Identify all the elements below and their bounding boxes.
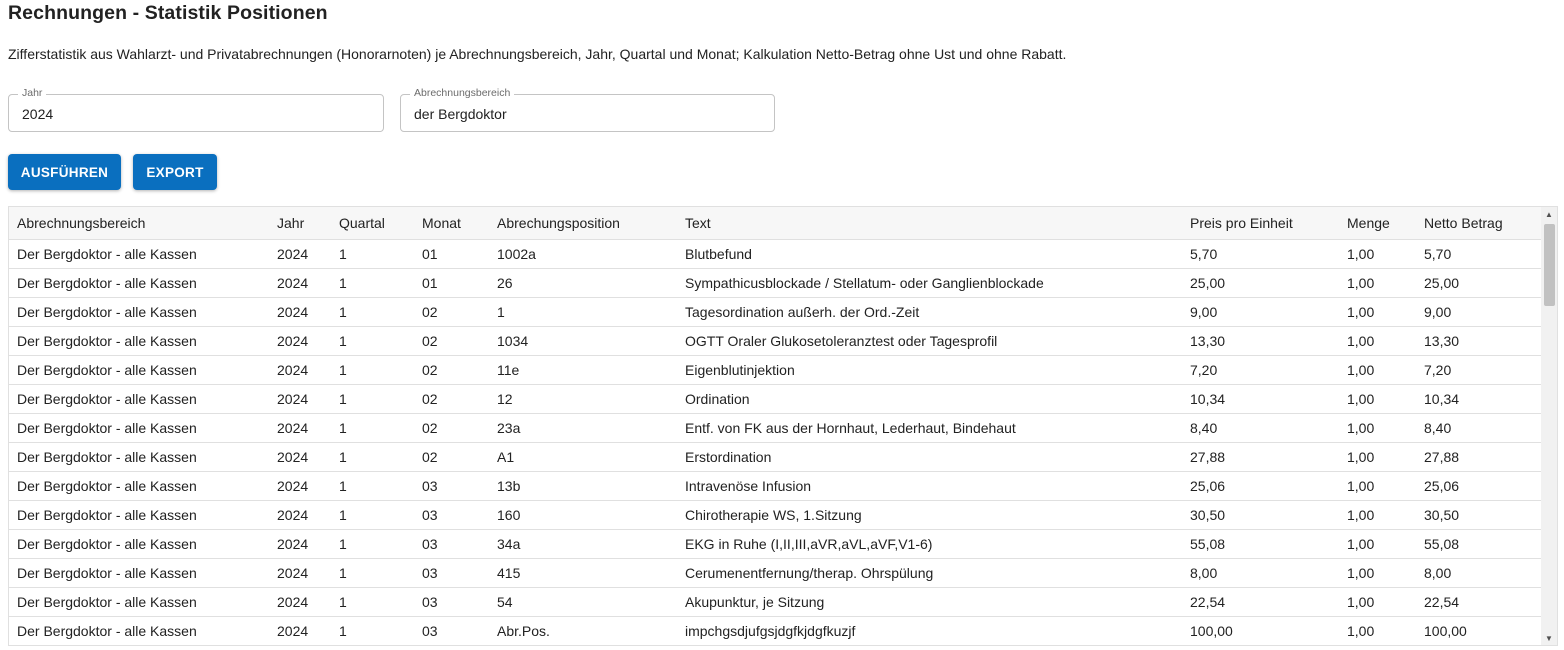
cell-year: 2024 xyxy=(269,472,331,501)
cell-position: 26 xyxy=(489,269,677,298)
cell-unit-price: 25,06 xyxy=(1182,472,1339,501)
cell-quarter: 1 xyxy=(331,588,414,617)
cell-net-amount: 25,06 xyxy=(1416,472,1541,501)
cell-billing-area: Der Bergdoktor - alle Kassen xyxy=(9,443,269,472)
cell-text: Erstordination xyxy=(677,443,1182,472)
cell-net-amount: 100,00 xyxy=(1416,617,1541,646)
cell-billing-area: Der Bergdoktor - alle Kassen xyxy=(9,559,269,588)
cell-quantity: 1,00 xyxy=(1339,472,1416,501)
cell-net-amount: 8,40 xyxy=(1416,414,1541,443)
cell-unit-price: 55,08 xyxy=(1182,530,1339,559)
cell-month: 02 xyxy=(414,385,489,414)
table-row[interactable] xyxy=(9,327,1541,356)
cell-net-amount: 10,34 xyxy=(1416,385,1541,414)
export-button[interactable]: EXPORT xyxy=(133,154,217,190)
cell-quarter: 1 xyxy=(331,356,414,385)
cell-billing-area: Der Bergdoktor - alle Kassen xyxy=(9,530,269,559)
cell-text: Tagesordination außerh. der Ord.-Zeit xyxy=(677,298,1182,327)
cell-text: impchgsdjufgsjdgfkjdgfkuzjf xyxy=(677,617,1182,646)
cell-billing-area: Der Bergdoktor - alle Kassen xyxy=(9,240,269,269)
cell-year: 2024 xyxy=(269,385,331,414)
cell-quantity: 1,00 xyxy=(1339,588,1416,617)
cell-quantity: 1,00 xyxy=(1339,240,1416,269)
year-field[interactable] xyxy=(8,87,384,132)
year-field-label: Jahr xyxy=(18,87,46,99)
table-body xyxy=(9,240,1541,646)
cell-net-amount: 9,00 xyxy=(1416,298,1541,327)
cell-position: 160 xyxy=(489,501,677,530)
cell-position: 54 xyxy=(489,588,677,617)
cell-billing-area: Der Bergdoktor - alle Kassen xyxy=(9,298,269,327)
statistics-table xyxy=(8,206,1558,646)
cell-billing-area: Der Bergdoktor - alle Kassen xyxy=(9,269,269,298)
cell-position: Abr.Pos. xyxy=(489,617,677,646)
cell-billing-area: Der Bergdoktor - alle Kassen xyxy=(9,501,269,530)
page-title: Rechnungen - Statistik Positionen xyxy=(8,2,328,24)
vertical-scrollbar[interactable] xyxy=(1541,207,1557,645)
cell-quarter: 1 xyxy=(331,269,414,298)
cell-billing-area: Der Bergdoktor - alle Kassen xyxy=(9,472,269,501)
table-row[interactable] xyxy=(9,472,1541,501)
cell-billing-area: Der Bergdoktor - alle Kassen xyxy=(9,588,269,617)
cell-position: 11e xyxy=(489,356,677,385)
cell-position: 13b xyxy=(489,472,677,501)
cell-net-amount: 22,54 xyxy=(1416,588,1541,617)
column-header-month[interactable]: Monat xyxy=(414,207,489,240)
cell-quantity: 1,00 xyxy=(1339,501,1416,530)
page-description: Zifferstatistik aus Wahlarzt- und Privatabrechnungen (Honorarnoten) je Abrechnungsbereich, Jahr, Quartal und Monat; Kalkulation Netto-Betrag ohne Ust und ohne Rabatt. xyxy=(8,46,1067,62)
cell-month: 01 xyxy=(414,269,489,298)
cell-month: 03 xyxy=(414,530,489,559)
cell-position: 23a xyxy=(489,414,677,443)
cell-billing-area: Der Bergdoktor - alle Kassen xyxy=(9,385,269,414)
cell-year: 2024 xyxy=(269,356,331,385)
cell-net-amount: 13,30 xyxy=(1416,327,1541,356)
cell-month: 03 xyxy=(414,472,489,501)
cell-text: Eigenblutinjektion xyxy=(677,356,1182,385)
cell-unit-price: 8,00 xyxy=(1182,559,1339,588)
cell-month: 01 xyxy=(414,240,489,269)
scroll-down-arrow-icon[interactable]: ▼ xyxy=(1545,633,1553,643)
cell-billing-area: Der Bergdoktor - alle Kassen xyxy=(9,617,269,646)
cell-text: Intravenöse Infusion xyxy=(677,472,1182,501)
cell-quarter: 1 xyxy=(331,617,414,646)
table-row[interactable] xyxy=(9,298,1541,327)
run-button[interactable]: AUSFÜHREN xyxy=(8,154,121,190)
cell-position: 1 xyxy=(489,298,677,327)
cell-quarter: 1 xyxy=(331,501,414,530)
billing-area-field[interactable] xyxy=(400,87,775,132)
column-header-year[interactable]: Jahr xyxy=(269,207,331,240)
cell-unit-price: 100,00 xyxy=(1182,617,1339,646)
cell-text: Blutbefund xyxy=(677,240,1182,269)
cell-position: 12 xyxy=(489,385,677,414)
table-row[interactable] xyxy=(9,617,1541,646)
cell-year: 2024 xyxy=(269,501,331,530)
cell-text: Cerumenentfernung/therap. Ohrspülung xyxy=(677,559,1182,588)
cell-net-amount: 8,00 xyxy=(1416,559,1541,588)
cell-quarter: 1 xyxy=(331,530,414,559)
cell-year: 2024 xyxy=(269,559,331,588)
cell-net-amount: 55,08 xyxy=(1416,530,1541,559)
cell-text: Chirotherapie WS, 1.Sitzung xyxy=(677,501,1182,530)
cell-quarter: 1 xyxy=(331,385,414,414)
table-row[interactable] xyxy=(9,559,1541,588)
column-header-unit-price[interactable]: Preis pro Einheit xyxy=(1182,207,1339,240)
cell-unit-price: 25,00 xyxy=(1182,269,1339,298)
cell-year: 2024 xyxy=(269,414,331,443)
cell-text: Entf. von FK aus der Hornhaut, Lederhaut, Bindehaut xyxy=(677,414,1182,443)
cell-position: 34a xyxy=(489,530,677,559)
cell-unit-price: 22,54 xyxy=(1182,588,1339,617)
table-row[interactable] xyxy=(9,443,1541,472)
table-row[interactable] xyxy=(9,414,1541,443)
billing-area-field-label: Abrechnungsbereich xyxy=(410,87,514,99)
cell-text: EKG in Ruhe (I,II,III,aVR,aVL,aVF,V1-6) xyxy=(677,530,1182,559)
cell-month: 03 xyxy=(414,501,489,530)
year-field-value[interactable]: 2024 xyxy=(22,106,54,122)
cell-quantity: 1,00 xyxy=(1339,385,1416,414)
column-header-quarter[interactable]: Quartal xyxy=(331,207,414,240)
cell-quantity: 1,00 xyxy=(1339,327,1416,356)
table-row[interactable] xyxy=(9,269,1541,298)
cell-unit-price: 10,34 xyxy=(1182,385,1339,414)
cell-month: 02 xyxy=(414,298,489,327)
cell-month: 03 xyxy=(414,559,489,588)
cell-month: 02 xyxy=(414,443,489,472)
cell-quarter: 1 xyxy=(331,240,414,269)
cell-quantity: 1,00 xyxy=(1339,269,1416,298)
cell-month: 02 xyxy=(414,414,489,443)
cell-year: 2024 xyxy=(269,298,331,327)
cell-net-amount: 25,00 xyxy=(1416,269,1541,298)
cell-position: 415 xyxy=(489,559,677,588)
cell-billing-area: Der Bergdoktor - alle Kassen xyxy=(9,356,269,385)
cell-quarter: 1 xyxy=(331,327,414,356)
cell-quarter: 1 xyxy=(331,443,414,472)
cell-quarter: 1 xyxy=(331,414,414,443)
cell-unit-price: 7,20 xyxy=(1182,356,1339,385)
cell-text: OGTT Oraler Glukosetoleranztest oder Tagesprofil xyxy=(677,327,1182,356)
column-header-net-amount[interactable]: Netto Betrag xyxy=(1416,207,1541,240)
cell-year: 2024 xyxy=(269,269,331,298)
cell-month: 03 xyxy=(414,588,489,617)
cell-quantity: 1,00 xyxy=(1339,298,1416,327)
cell-billing-area: Der Bergdoktor - alle Kassen xyxy=(9,327,269,356)
cell-month: 03 xyxy=(414,617,489,646)
scroll-up-arrow-icon[interactable]: ▲ xyxy=(1545,209,1553,219)
cell-text: Ordination xyxy=(677,385,1182,414)
table-row[interactable] xyxy=(9,501,1541,530)
cell-net-amount: 30,50 xyxy=(1416,501,1541,530)
cell-month: 02 xyxy=(414,356,489,385)
cell-unit-price: 27,88 xyxy=(1182,443,1339,472)
cell-year: 2024 xyxy=(269,443,331,472)
cell-year: 2024 xyxy=(269,588,331,617)
cell-quantity: 1,00 xyxy=(1339,530,1416,559)
column-header-position[interactable]: Abrechungsposition xyxy=(489,207,677,240)
cell-quantity: 1,00 xyxy=(1339,617,1416,646)
cell-year: 2024 xyxy=(269,530,331,559)
table-row[interactable] xyxy=(9,530,1541,559)
cell-quantity: 1,00 xyxy=(1339,356,1416,385)
billing-area-field-value[interactable]: der Bergdoktor xyxy=(414,106,507,122)
table-row[interactable] xyxy=(9,356,1541,385)
cell-year: 2024 xyxy=(269,327,331,356)
cell-position: 1002a xyxy=(489,240,677,269)
cell-unit-price: 30,50 xyxy=(1182,501,1339,530)
cell-quarter: 1 xyxy=(331,559,414,588)
cell-quantity: 1,00 xyxy=(1339,443,1416,472)
column-header-billing-area[interactable]: Abrechnungsbereich xyxy=(9,207,269,240)
scrollbar-thumb[interactable] xyxy=(1544,224,1555,306)
table-row[interactable] xyxy=(9,385,1541,414)
cell-unit-price: 5,70 xyxy=(1182,240,1339,269)
table-row[interactable] xyxy=(9,588,1541,617)
cell-net-amount: 5,70 xyxy=(1416,240,1541,269)
cell-text: Sympathicusblockade / Stellatum- oder Ganglienblockade xyxy=(677,269,1182,298)
cell-unit-price: 8,40 xyxy=(1182,414,1339,443)
table-header-row xyxy=(9,207,1541,240)
cell-quarter: 1 xyxy=(331,298,414,327)
cell-quantity: 1,00 xyxy=(1339,414,1416,443)
cell-position: A1 xyxy=(489,443,677,472)
cell-position: 1034 xyxy=(489,327,677,356)
cell-month: 02 xyxy=(414,327,489,356)
cell-billing-area: Der Bergdoktor - alle Kassen xyxy=(9,414,269,443)
column-header-quantity[interactable]: Menge xyxy=(1339,207,1416,240)
table-row[interactable] xyxy=(9,240,1541,269)
cell-year: 2024 xyxy=(269,617,331,646)
cell-unit-price: 13,30 xyxy=(1182,327,1339,356)
cell-year: 2024 xyxy=(269,240,331,269)
column-header-text[interactable]: Text xyxy=(677,207,1182,240)
cell-text: Akupunktur, je Sitzung xyxy=(677,588,1182,617)
cell-net-amount: 7,20 xyxy=(1416,356,1541,385)
cell-quarter: 1 xyxy=(331,472,414,501)
cell-net-amount: 27,88 xyxy=(1416,443,1541,472)
cell-unit-price: 9,00 xyxy=(1182,298,1339,327)
cell-quantity: 1,00 xyxy=(1339,559,1416,588)
